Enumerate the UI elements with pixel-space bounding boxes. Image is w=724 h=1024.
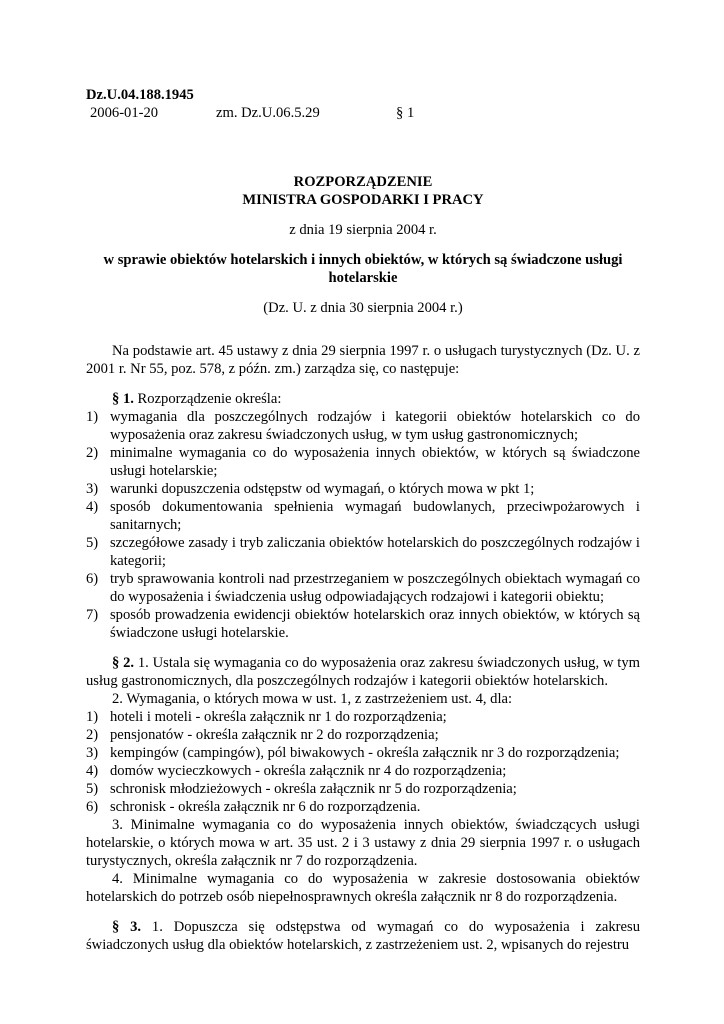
list-item <box>86 408 640 444</box>
list-item <box>86 480 640 498</box>
list-item-text: minimalne wymagania co do wyposażenia innych obiektów, w których są świadczone usługi hotelarskie; <box>110 445 640 479</box>
section-2-list <box>86 708 640 816</box>
section-2-paragraph-1 <box>86 654 640 690</box>
section-2-paragraph-3: 3. Minimalne wymagania co do wyposażenia innych obiektów, świadczących usługi hotelarskie, o których mowa w art. 35 ust. 2 i 3 ustawy z dnia 29 sierpnia 1997 r. o usługach turystycznych, określa załącznik nr 7 do rozporządzenia. <box>86 817 640 869</box>
section-1-list <box>86 408 640 642</box>
section-2-paragraph-2: 2. Wymagania, o których mowa w ust. 1, z zastrzeżeniem ust. 4, dla: <box>112 691 513 707</box>
section-2-label: § 2. <box>112 655 135 671</box>
list-item-number: 5) <box>86 781 99 797</box>
list-item <box>86 534 640 570</box>
list-item <box>86 570 640 606</box>
list-item-text: tryb sprawowania kontroli nad przestrzeganiem w poszczególnych obiektach wymagań co do wyposażenia i świadczenia usług odpowiadających rodzajowi i kategorii obiektu; <box>110 571 640 605</box>
list-item-text: kempingów (campingów), pól biwakowych - określa załącznik nr 3 do rozporządzenia; <box>110 745 620 761</box>
list-item-text: schronisk młodzieżowych - określa załącznik nr 5 do rozporządzenia; <box>110 781 517 797</box>
section-3-paragraph-1 <box>86 918 640 954</box>
list-item <box>86 780 640 798</box>
document-page <box>86 86 640 954</box>
section-1-intro-text: Rozporządzenie określa: <box>133 391 282 407</box>
section-1-label: § 1. <box>112 391 134 407</box>
document-meta-row <box>86 104 640 122</box>
list-item <box>86 798 640 816</box>
section-2-paragraph-4: 4. Minimalne wymagania co do wyposażenia w zakresie dostosowania obiektów hotelarskich do potrzeb osób niepełnosprawnych określa załącznik nr 8 do rozporządzenia. <box>86 871 640 905</box>
list-item-text: pensjonatów - określa załącznik nr 2 do rozporządzenia; <box>110 727 439 743</box>
section-3-label: § 3. <box>112 919 142 935</box>
title-line-1: ROZPORZĄDZENIE <box>293 174 433 190</box>
regulation-title <box>86 173 640 209</box>
list-item-number: 2) <box>86 445 99 461</box>
regulation-subject: w sprawie obiektów hotelarskich i innych obiektów, w których są świadczone usługi hotelarskie <box>103 252 623 286</box>
title-line-2: MINISTRA GOSPODARKI I PRACY <box>242 192 484 208</box>
list-item-number: 6) <box>86 571 99 587</box>
list-item <box>86 762 640 780</box>
list-item-text: warunki dopuszczenia odstępstw od wymagań, o których mowa w pkt 1; <box>110 481 535 497</box>
list-item-number: 3) <box>86 745 99 761</box>
amendment-ref: zm. Dz.U.06.5.29 <box>216 105 320 121</box>
list-item-text: schronisk - określa załącznik nr 6 do rozporządzenia. <box>110 799 421 815</box>
list-item-text: sposób prowadzenia ewidencji obiektów hotelarskich oraz innych obiektów, w których są świadczone usługi hotelarskie. <box>110 607 640 641</box>
list-item <box>86 444 640 480</box>
list-item-number: 3) <box>86 481 99 497</box>
list-item <box>86 726 640 744</box>
list-item-number: 2) <box>86 727 99 743</box>
list-item-number: 7) <box>86 607 99 623</box>
section-1-intro <box>86 390 640 408</box>
list-item-number: 1) <box>86 409 99 425</box>
legal-basis-paragraph: Na podstawie art. 45 ustawy z dnia 29 sierpnia 1997 r. o usługach turystycznych (Dz. U. z 2001 r. Nr 55, poz. 578, z późn. zm.) zarządza się, co następuje: <box>86 343 640 377</box>
list-item <box>86 606 640 642</box>
list-item-number: 4) <box>86 763 99 779</box>
list-item <box>86 744 640 762</box>
list-item <box>86 708 640 726</box>
list-item-text: domów wycieczkowych - określa załącznik nr 4 do rozporządzenia; <box>110 763 507 779</box>
issued-date: z dnia 19 sierpnia 2004 r. <box>289 222 437 238</box>
list-item-number: 4) <box>86 499 99 515</box>
list-item <box>86 498 640 534</box>
section-2-paragraph-1-text: 1. Ustala się wymagania co do wyposażenia oraz zakresu świadczonych usług, w tym usług gastronomicznych, dla poszczególnych rodzajów i kategorii obiektów hotelarskich. <box>86 655 641 689</box>
list-item-text: wymagania dla poszczególnych rodzajów i kategorii obiektów hotelarskich co do wyposażenia oraz zakresu świadczonych usług, w tym usług gastronomicznych; <box>110 409 640 443</box>
document-date: 2006-01-20 <box>90 105 159 121</box>
section-3-paragraph-1-text: 1. Dopuszcza się odstępstwa od wymagań co do wyposażenia i zakresu świadczonych usług dla obiektów hotelarskich, z zastrzeżeniem ust. 2, wpisanych do rejestru <box>86 919 640 953</box>
section-1 <box>86 390 640 642</box>
list-item-text: sposób dokumentowania spełnienia wymagań budowlanych, przeciwpożarowych i sanitarnych; <box>110 499 640 533</box>
list-item-number: 6) <box>86 799 99 815</box>
section-ref: § 1 <box>396 105 415 121</box>
list-item-text: szczegółowe zasady i tryb zaliczania obiektów hotelarskich do poszczególnych rodzajów i kategorii; <box>110 535 640 569</box>
list-item-text: hoteli i moteli - określa załącznik nr 1 do rozporządzenia; <box>110 709 447 725</box>
section-3 <box>86 918 640 954</box>
list-item-number: 1) <box>86 709 99 725</box>
list-item-number: 5) <box>86 535 99 551</box>
gazette-reference: (Dz. U. z dnia 30 sierpnia 2004 r.) <box>263 300 463 316</box>
document-id: Dz.U.04.188.1945 <box>86 87 194 103</box>
section-2 <box>86 654 640 906</box>
